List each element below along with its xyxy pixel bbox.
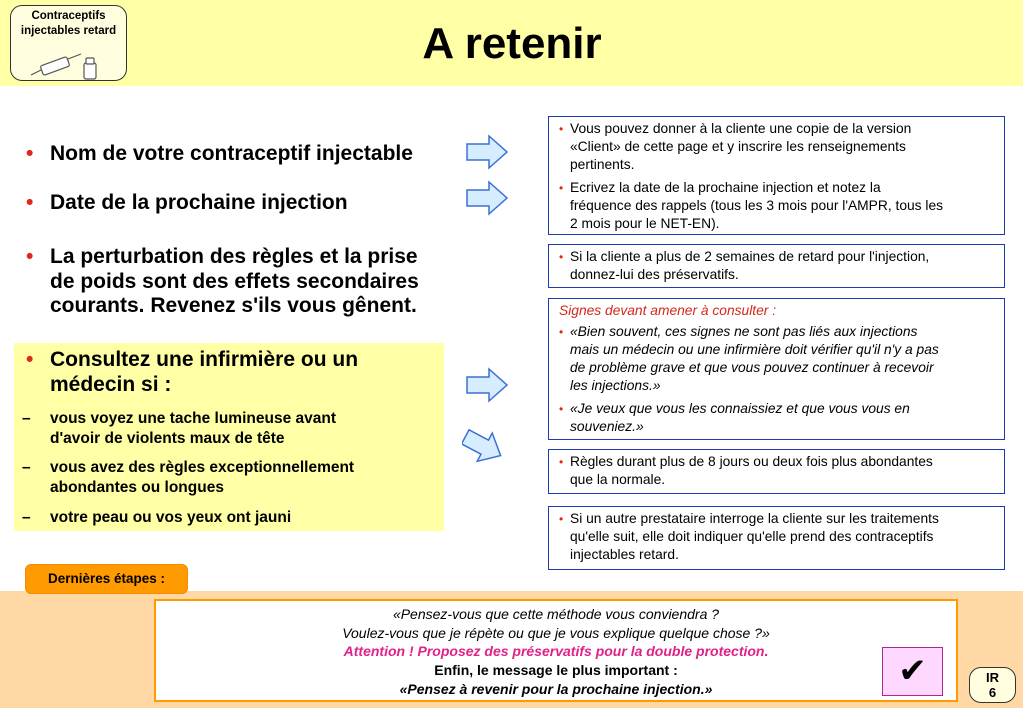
- point-next-injection: [26, 191, 348, 216]
- closing-message-box: [154, 599, 958, 702]
- logo-text-line2: injectables retard: [20, 25, 117, 37]
- note-bullet: • Si un autre prestataire interroge la cliente sur les traitements qu'elle suit, elle doit indiquer qu'elle prend des contraceptifs injectables retard.: [559, 511, 939, 562]
- point-text-line: médecin si :: [50, 372, 172, 396]
- syringe-icon: [29, 53, 109, 81]
- message-line: Voulez-vous que je répète ou que je vous explique quelque chose ?»: [342, 624, 770, 641]
- counselor-note-box-1: [548, 116, 1005, 235]
- vial-icon: [84, 63, 96, 79]
- warning-sign-item: – vous voyez une tache lumineuse avant d'avoir de violents maux de tête: [22, 410, 336, 447]
- note-heading: Signes devant amener à consulter :: [559, 303, 777, 318]
- note-bullet: • Vous pouvez donner à la cliente une copie de la version «Client» de cette page et y inscrire les renseignements pertinents.: [559, 121, 912, 172]
- ref-code: IR: [986, 670, 999, 685]
- point-text: Nom de votre contraceptif injectable: [50, 142, 413, 165]
- note-bullet: • «Je veux que vous les connaissiez et que vous vous en souveniez.»: [559, 401, 910, 434]
- right-arrow-icon: [465, 367, 509, 403]
- bullet: •: [26, 245, 34, 268]
- warning-signs-box: [14, 343, 444, 531]
- right-arrow-icon: [462, 422, 512, 468]
- message-line-key: «Pensez à revenir pour la prochaine injection.»: [399, 680, 713, 697]
- warning-sign-item: – votre peau ou vos yeux ont jauni: [22, 509, 292, 526]
- counselor-note-box-2: [548, 244, 1005, 288]
- point-text-line: de poids sont des effets secondaires: [50, 269, 419, 293]
- point-side-effects: [26, 245, 476, 319]
- counselor-note-box-3: [548, 298, 1005, 440]
- last-steps-label: Dernières étapes :: [25, 564, 188, 594]
- point-text: Date de la prochaine injection: [50, 191, 348, 214]
- point-text-line: Consultez une infirmière ou un: [50, 348, 359, 371]
- note-bullet: • Règles durant plus de 8 jours ou deux fois plus abondantes que la normale.: [559, 454, 933, 487]
- bullet: •: [26, 348, 34, 371]
- note-bullet: • Ecrivez la date de la prochaine injection et notez la fréquence des rappels (tous les 3 mois pour l'AMPR, tous les 2 mois pour le NET-EN).: [559, 180, 944, 231]
- note-bullet: • «Bien souvent, ces signes ne sont pas liés aux injections mais un médecin ou une infirmière doit vérifier qu'il n'y a pas de problème grave et que vous pouvez continuer à recevoir les injections.»: [559, 324, 939, 393]
- point-consult: [26, 348, 446, 397]
- checkmark-icon: ✔: [882, 647, 943, 696]
- page-title: A retenir: [422, 19, 602, 68]
- message-line: Enfin, le message le plus important :: [434, 662, 678, 679]
- warning-sign-item: – vous avez des règles exceptionnellement abondantes ou longues: [22, 459, 355, 496]
- note-bullet: • Si la cliente a plus de 2 semaines de retard pour l'injection, donnez-lui des préservatifs.: [559, 249, 930, 282]
- bullet: •: [26, 191, 34, 214]
- message-line: «Pensez-vous que cette méthode vous conviendra ?: [392, 606, 720, 622]
- logo-text-line1: Contraceptifs: [31, 10, 106, 22]
- point-contraceptive-name: [26, 142, 413, 167]
- point-text-line: courants. Revenez s'ils vous gênent.: [50, 294, 417, 317]
- bullet: •: [26, 142, 34, 165]
- counselor-note-box-5: [548, 506, 1005, 570]
- point-text-line: La perturbation des règles et la prise: [50, 245, 418, 268]
- message-line-warning: Attention ! Proposez des préservatifs pour la double protection.: [343, 643, 769, 660]
- counselor-note-box-4: [548, 449, 1005, 494]
- right-arrow-icon: [465, 134, 509, 170]
- ref-number: 6: [988, 685, 997, 700]
- page-reference-badge: [969, 667, 1016, 703]
- topic-logo: [10, 5, 127, 81]
- right-arrow-icon: [465, 180, 509, 216]
